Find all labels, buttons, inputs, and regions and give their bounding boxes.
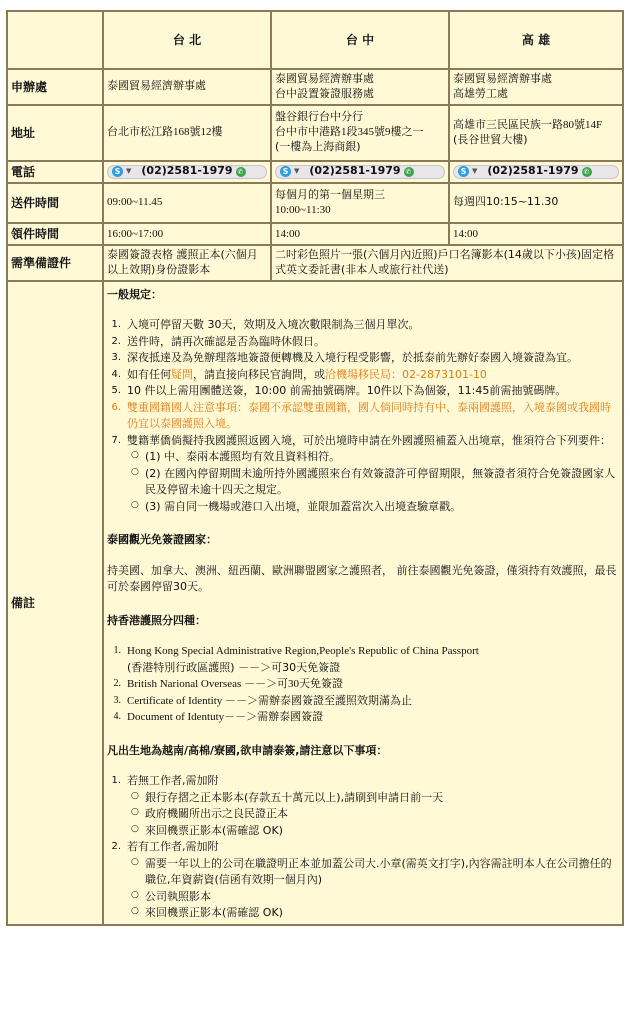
general-item-3-num: 3. [111, 352, 121, 364]
hk-item-1-cont [107, 660, 619, 677]
corner-cell [8, 12, 102, 68]
skype-icon[interactable]: S [280, 166, 291, 177]
address-taichung-line1: 盤谷銀行台中分行 [275, 110, 363, 124]
general-item-6-num: 6. [111, 401, 121, 413]
item4-airport-link[interactable]: 洽機場移民局：02-2873101-10 [325, 367, 487, 381]
item7-sub-2-text: (2) 在國內停留期間未逾所持外國護照來台有效簽證許可停留期限，無簽證者須符合免簽證國家人民及停留未逾十四天之規定。 [145, 466, 616, 497]
general-item-1-num: 1. [111, 319, 121, 331]
hk-item-4-num: 4. [113, 711, 121, 723]
bullet-icon: ○ [131, 466, 139, 477]
bullet-icon: ○ [131, 790, 139, 801]
address-taichung-line3: (一樓為上海商銀) [275, 140, 361, 154]
general-item-6 [107, 400, 619, 433]
item4-question-link[interactable]: 疑問 [171, 367, 193, 381]
call-icon[interactable]: ✆ [236, 167, 246, 177]
phone-number-taichung[interactable]: (02)2581-1979 [309, 164, 401, 178]
office-taichung-line1: 泰國貿易經濟辦事處 [275, 72, 374, 85]
notes-content [104, 282, 622, 924]
office-taipei [104, 70, 270, 104]
docs-row [8, 246, 622, 280]
address-label: 地址 [8, 106, 102, 160]
office-kaohsiung [450, 70, 622, 104]
pickup-time-kaohsiung-value: 14:00 [453, 227, 479, 240]
hk-item-1 [107, 643, 619, 660]
general-item-2-num: 2. [111, 335, 121, 347]
visa-info-table [6, 10, 624, 926]
general-item-7 [107, 433, 619, 450]
office-label: 申辦處 [8, 70, 102, 104]
call-icon[interactable]: ✆ [582, 167, 592, 177]
hk-item-2 [107, 676, 619, 693]
address-kaohsiung-line1: 高雄市三民區民族一路80號14F [453, 118, 603, 131]
item7-sub-3-text: (3) 需自同一機場或港口入出境，並限加蓋當次入出境查驗章戳。 [145, 499, 462, 513]
skype-icon[interactable]: S [112, 166, 123, 177]
born-item-1-text: 若無工作者,需加附 [127, 774, 219, 788]
item4-mid: ，請直接向移民官詢問，或 [193, 367, 325, 381]
notes-row [8, 282, 622, 924]
skype-icon[interactable]: S [458, 166, 469, 177]
general-item-4-num: 4. [111, 368, 121, 380]
address-kaohsiung [450, 106, 622, 160]
tourist-title: 泰國觀光免簽證國家： [107, 533, 217, 547]
bullet-icon: ○ [131, 807, 139, 818]
hk-item-2-num: 2. [113, 678, 121, 690]
general-item-3-text: 深夜抵達及為免辦理落地簽證便轉機及入境行程受影響，於抵泰前先辦好泰國入境簽證為宜。 [127, 351, 578, 365]
submit-time-taipei [104, 184, 270, 222]
born-item-2-text: 若有工作者,需加附 [127, 840, 219, 854]
phone-taipei [104, 162, 270, 182]
born-item-2-num: 2. [111, 841, 121, 853]
hk-item-3 [107, 693, 619, 710]
item7-sub-3 [131, 499, 619, 516]
phone-widget-kaohsiung[interactable] [453, 165, 619, 179]
pickup-time-kaohsiung [450, 224, 622, 244]
hk-item-2-text: British Narional Overseas －－＞可30天免簽證 [127, 678, 343, 691]
born1-sub-3 [131, 823, 619, 840]
bullet-icon: ○ [131, 823, 139, 834]
office-taipei-line: 泰國貿易經濟辦事處 [107, 79, 206, 93]
general-item-7-text: 雙籍華僑倘擬持我國護照返國入境，可於出境時申請在外國護照補蓋入出境章，惟須符合下列要件： [127, 433, 611, 447]
general-item-5-num: 5. [111, 385, 121, 397]
phone-number-taipei[interactable]: (02)2581-1979 [141, 164, 233, 178]
born2-sub-1-text: 需要一年以上的公司在職證明正本並加蓋公司大.小章(需英文打字),內容需註明本人在公司擔任的職位,年資薪資(信函有效期一個月內) [145, 856, 612, 887]
born2-sub-2 [131, 889, 619, 906]
phone-widget-taipei[interactable] [107, 165, 267, 179]
item7-sub-1 [131, 449, 619, 466]
header-kaohsiung: 高 雄 [450, 12, 622, 68]
born2-sub-2-text: 公司執照影本 [145, 889, 211, 903]
tourist-text: 持美國、加拿大、澳洲、紐西蘭、歐洲聯盟國家之護照者， 前往泰國觀光免簽證，僅須持有效護照，最長可於泰國停留30天。 [107, 563, 617, 594]
general-item-5-text: 10 件以上需用團體送簽，10:00 前需抽號碼牌。10件以下為個簽，11:45前需抽號碼牌。 [127, 384, 567, 398]
address-taichung-line2: 台中市中港路1段345號9樓之一 [275, 126, 424, 139]
hk-item-4 [107, 709, 619, 726]
hk-item-1-text: Hong Kong Special Administrative Region,People's Republic of China Passport [127, 645, 479, 658]
born1-sub-2-text: 政府機關所出示之良民證正本 [145, 807, 288, 821]
general-item-5 [107, 383, 619, 400]
address-taichung [272, 106, 448, 160]
dropdown-arrow-icon[interactable]: ▼ [472, 167, 478, 176]
hk-item-1-cont-text: (香港特別行政區護照) －－＞可30天免簽證 [127, 660, 341, 674]
office-kaohsiung-line1: 泰國貿易經濟辦事處 [453, 72, 552, 85]
bullet-icon: ○ [131, 450, 139, 461]
phone-widget-taichung[interactable] [275, 165, 445, 179]
general-title: 一般規定： [107, 287, 162, 301]
born2-sub-1 [131, 856, 619, 889]
born2-sub-3 [131, 905, 619, 922]
born-item-2 [107, 839, 619, 856]
pickup-time-label: 領件時間 [8, 224, 102, 244]
office-taichung [272, 70, 448, 104]
header-taichung: 台 中 [272, 12, 448, 68]
office-kaohsiung-line2: 高雄勞工處 [453, 86, 508, 100]
general-item-1-text: 入境可停留天數 30天，效期及入境次數限制為三個月單次。 [127, 318, 420, 332]
bullet-icon: ○ [131, 889, 139, 900]
general-item-6-text: 雙重國籍國人注意事項：泰國不承認雙重國籍，國人倘同時持有中、泰兩國護照，入境泰國或我國時仍宜以泰國護照入境。 [127, 400, 611, 431]
hk-item-3-num: 3. [113, 694, 121, 706]
item7-sub-1-text: (1) 中、泰兩本護照均有效且資料相符。 [145, 450, 341, 464]
submit-time-kaohsiung [450, 184, 622, 222]
born1-sub-3-text: 來回機票正影本(需確認 OK) [145, 823, 283, 837]
pickup-time-taipei-value: 16:00~17:00 [107, 227, 164, 240]
docs-right: 二吋彩色照片一張(六個月內近照)戶口名簿影本(14歲以下小孩)固定格式英文委託書(非本人或旅行社代送) [272, 246, 622, 280]
docs-left: 泰國簽證表格 護照正本(六個月以上效期)身份證影本 [104, 246, 270, 280]
hk-item-4-text: Document of Identuty－－＞需辦泰國簽證 [127, 711, 324, 724]
phone-kaohsiung [450, 162, 622, 182]
general-item-2 [107, 334, 619, 351]
phone-taichung [272, 162, 448, 182]
notes-label: 備註 [8, 282, 102, 924]
submit-time-row [8, 184, 622, 222]
born-item-1 [107, 773, 619, 790]
submit-time-kaohsiung-value: 每週四10:15~11.30 [453, 195, 559, 209]
hk-item-3-text: Certificate of Identity －－＞需辦泰國簽證至護照效期滿為止 [127, 694, 413, 707]
docs-label: 需準備證件 [8, 246, 102, 280]
address-taipei-line: 台北市松江路168號12樓 [107, 126, 223, 139]
header-taipei: 台 北 [104, 12, 270, 68]
submit-time-taichung [272, 184, 448, 222]
bullet-icon: ○ [131, 856, 139, 867]
bullet-icon: ○ [131, 906, 139, 917]
born-title: 凡出生地為越南/高棉/寮國,欲申請泰簽,請注意以下事項： [107, 743, 388, 757]
pickup-time-taichung-value: 14:00 [275, 227, 301, 240]
phone-number-kaohsiung[interactable]: (02)2581-1979 [487, 164, 579, 178]
born2-sub-3-text: 來回機票正影本(需確認 OK) [145, 906, 283, 920]
dropdown-arrow-icon[interactable]: ▼ [294, 167, 300, 176]
office-taichung-line2: 台中設置簽證服務處 [275, 86, 374, 100]
item7-sub-2 [131, 466, 619, 499]
pickup-time-taichung [272, 224, 448, 244]
born-item-1-num: 1. [111, 775, 121, 787]
dropdown-arrow-icon[interactable]: ▼ [126, 167, 132, 176]
submit-time-taichung-line2: 10:00~11:30 [275, 203, 331, 216]
bullet-icon: ○ [131, 499, 139, 510]
general-item-7-num: 7. [111, 434, 121, 446]
hk-title: 持香港護照分四種： [107, 613, 206, 627]
phone-label: 電話 [8, 162, 102, 182]
call-icon[interactable]: ✆ [404, 167, 414, 177]
phone-row [8, 162, 622, 182]
header-row [8, 12, 622, 68]
pickup-time-taipei [104, 224, 270, 244]
submit-time-label: 送件時間 [8, 184, 102, 222]
born1-sub-1-text: 銀行存摺之正本影本(存款五十萬元以上),請刷到申請日前一天 [145, 790, 444, 804]
item4-pre: 如有任何 [127, 367, 171, 381]
address-kaohsiung-line2: (長谷世貿大樓) [453, 132, 528, 146]
general-item-4 [107, 367, 619, 384]
general-item-2-text: 送件時，請再次確認是否為臨時休假日。 [127, 334, 325, 348]
address-taipei [104, 106, 270, 160]
general-item-1 [107, 317, 619, 334]
general-item-3 [107, 350, 619, 367]
submit-time-taipei-value: 09:00~11.45 [107, 196, 163, 209]
address-row [8, 106, 622, 160]
born1-sub-2 [131, 806, 619, 823]
born1-sub-1 [131, 790, 619, 807]
pickup-time-row [8, 224, 622, 244]
office-row [8, 70, 622, 104]
hk-item-1-num: 1. [113, 645, 121, 657]
submit-time-taichung-line1: 每個月的第一個星期三 [275, 188, 385, 202]
